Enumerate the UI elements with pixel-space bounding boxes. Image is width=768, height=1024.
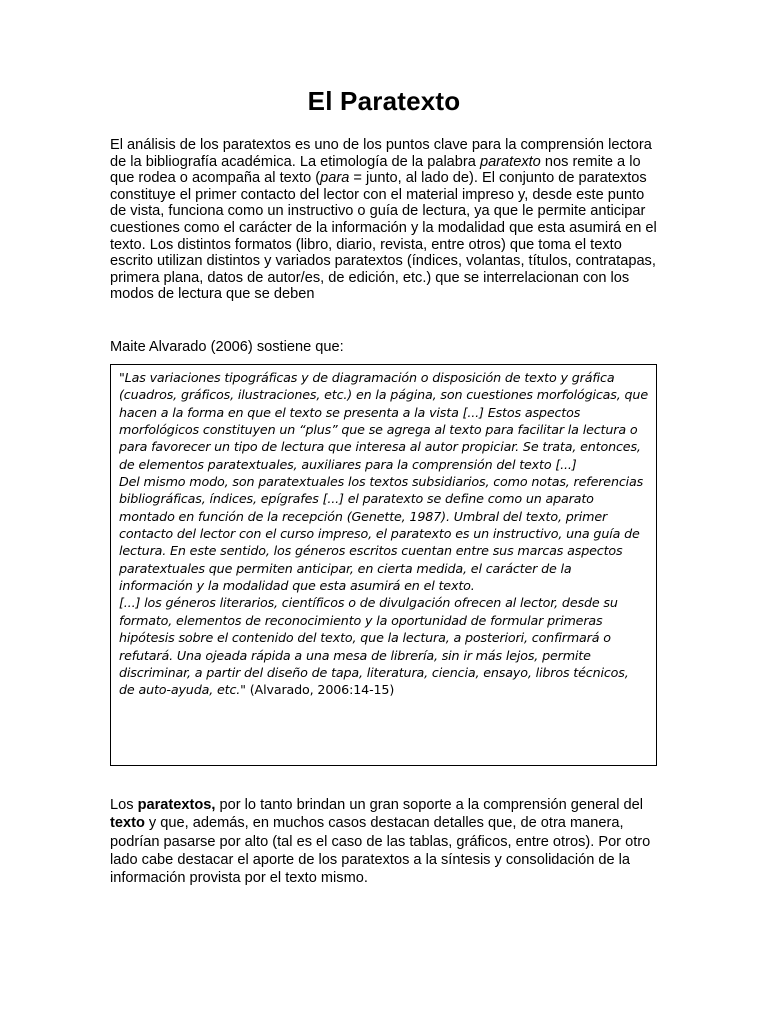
- closing-bold-2: texto: [110, 815, 145, 832]
- closing-text-1: Los: [110, 797, 138, 813]
- quote-citation: (Alvarado, 2006:14-15): [245, 682, 395, 698]
- intro-text-1: El análisis de los paratextos es uno de los puntos clave para la comprensión lectora de la bibliografía académica. La etimología de la palabra: [110, 137, 652, 170]
- quote-paragraph-3: [119, 594, 648, 698]
- intro-para: para: [320, 170, 350, 187]
- quote-text-3: [...] los géneros literarios, científicos o de divulgación ofrecen al lector, desde su formato, elementos de reconocimiento y la oportunidad de formular primeras hipótesis sobre el contenido del texto, que la lectura, a posteriori, confirmará o refutará. Una ojeada rápida a una mesa de librería, sin ir más lejos, permite discriminar, a partir del diseño de tapa, literatura, ciencia, ensayo, libros técnicos, de auto-ayuda, etc.": [119, 595, 629, 698]
- quote-paragraph-2: Del mismo modo, son paratextuales los textos subsidiarios, como notas, referencias bibliográficas, índices, epígrafes [...] el paratexto se define como un aparato montado en función de la recepción (Genette, 1987). Umbral del texto, primer contacto del lector con el curso impreso, el paratexto es un instructivo, una guía de lectura. En este sentido, los géneros escritos cuentan entre sus marcas aspectos paratextuales que permiten anticipar, en cierta medida, el carácter de la información y la modalidad que esta asumirá en el texto.: [119, 474, 644, 594]
- intro-term: paratexto: [479, 153, 541, 170]
- closing-text-3: y que, además, en muchos casos destacan detalles que, de otra manera, podrían pasarse por alto (tal es el caso de las tablas, gráficos, entre otros). Por otro lado cabe destacar el aporte de los paratextos a la síntesis y consolidación de la información provista por el texto mismo.: [110, 815, 651, 887]
- quote-box: [110, 364, 657, 766]
- intro-text-2: nos remite a lo que rodea o acompaña al texto (: [110, 153, 641, 187]
- page-title: El Paratexto: [307, 86, 461, 116]
- lead-in: Maite Alvarado (2006) sostiene que:: [110, 339, 344, 355]
- closing-text-2: por lo tanto brindan un gran soporte a la comprensión general del: [215, 797, 644, 813]
- intro-text-3: = junto, al lado de). El conjunto de paratextos constituye el primer contacto del lector con el material impreso y, desde este punto de vista, funciona como un instructivo o guía de lectura, ya que le permite anticipar cuestiones como el carácter de la información y la modalidad que esta asumirá en el texto. Los distintos formatos (libro, diario, revista, entre otros) que toma el texto escrito utilizan distintos y variados paratextos (índices, volantas, títulos, contratapas, primera plana, datos de autor/es, de edición, etc.) que se interrelacionan con los modos de lectura que se deben: [110, 170, 657, 303]
- quote-paragraph-1: "Las variaciones tipográficas y de diagramación o disposición de texto y gráfica (cuadros, gráficos, ilustraciones, etc.) en la página, son cuestiones morfológicas, que hacen a la forma en que el texto se presenta a la vista [...] Estos aspectos morfológicos constituyen un “plus” que se agrega al texto para facilitar la lectura o para favorecer un tipo de lectura que interesa al autor propiciar. Se trata, entonces, de elementos paratextuales, auxiliares para la comprensión del texto [...]: [119, 370, 648, 472]
- closing-paragraph: [110, 796, 660, 887]
- intro-paragraph: [110, 137, 660, 303]
- closing-bold-1: paratextos,: [137, 797, 216, 813]
